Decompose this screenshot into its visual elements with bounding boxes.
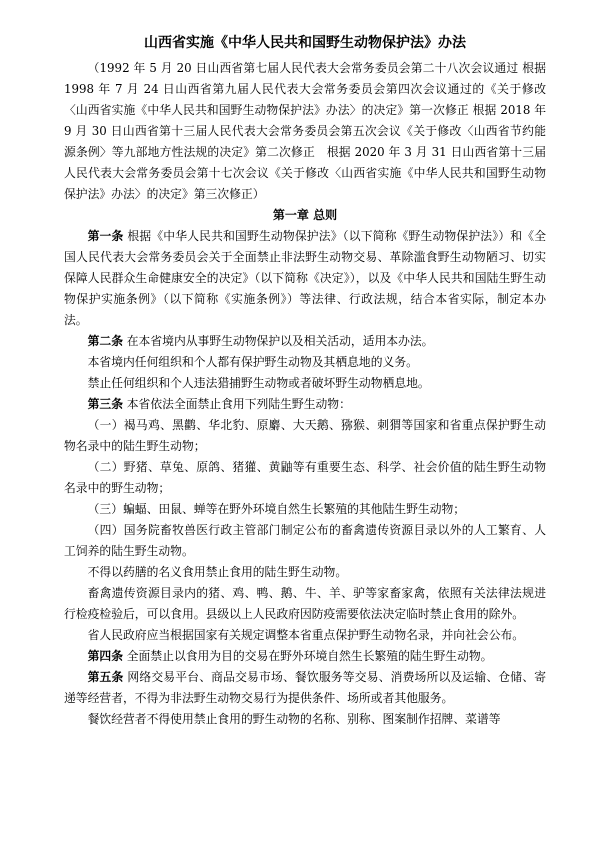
document-title: 山西省实施《中华人民共和国野生动物保护法》办法: [144, 35, 466, 51]
article-3-text: 本省依法全面禁止食用下列陆生野生动物：: [123, 397, 351, 411]
article-3-item-3: （三）蝙蝠、田鼠、蝉等在野外环境自然生长繁殖的其他陆生野生动物；: [87, 502, 466, 516]
amendment-history: （1992 年 5 月 20 日山西省第七届人民代表大会常务委员会第二十八次会议通过 根据 1998 年 7 月 24 日山西省第九届人民代表大会常务委员会第四次会议通过的《关于修改〈山西省实施《中华人民共和国野生动物保护法》办法〉的决定》第一次修正 根据 2018 年 9 月 30 日山西省第十三届人民代表大会常务委员会第五次会议《关于修改〈山西省节约能源条例〉等九部地方性法规的决定》第二次修正 根据 2020 年 3 月 31 日山西省第十三届人民代表大会常务委员会第十七次会议《关于修改〈山西省实施《中华人民共和国野生动物保护法》办法〉的决定》第三次修正）: [64, 61, 546, 201]
article-3-label: 第三条: [87, 397, 123, 411]
article-5-text: 网络交易平台、商品交易市场、餐饮服务等交易、消费场所以及运输、仓储、寄递等经营者，不得为非法野生动物交易行为提供条件、场所或者其他服务。: [64, 670, 546, 705]
article-2: [64, 331, 546, 352]
article-3-paragraph-4: 省人民政府应当根据国家有关规定调整本省重点保护野生动物名录，并向社会公布。: [87, 628, 525, 642]
article-1-text: 根据《中华人民共和国野生动物保护法》（以下简称《野生动物保护法》）和《全国人民代表大会常务委员会关于全面禁止非法野生动物交易、革除滥食野生动物陋习、切实保障人民群众生命健康安全的决定》（以下简称《决定》），以及《中华人民共和国陆生野生动物保护实施条例》（以下简称《实施条例》）等法律、行政法规，结合本省实际，制定本办法。: [64, 229, 546, 327]
article-2-text: 在本省境内从事野生动物保护以及相关活动，适用本办法。: [123, 334, 434, 348]
article-4-label: 第四条: [87, 649, 123, 663]
article-5-label: 第五条: [87, 670, 124, 684]
article-3-item-4: （四）国务院畜牧兽医行政主管部门制定公布的畜禽遗传资源目录以外的人工繁育、人工饲养的陆生野生动物。: [64, 523, 546, 558]
article-2-paragraph-3: 禁止任何组织和个人违法猎捕野生动物或者破坏野生动物栖息地。: [87, 376, 430, 390]
chapter-heading: 第一章 总则: [272, 208, 338, 222]
article-1-label: 第一条: [87, 229, 124, 243]
article-4: [64, 646, 546, 667]
article-3-paragraph-2: 不得以药膳的名义食用禁止食用的陆生野生动物。: [87, 565, 348, 579]
article-5-paragraph-2: 餐饮经营者不得使用禁止食用的野生动物的名称、别称、图案制作招牌、菜谱等: [87, 712, 501, 726]
article-5: [64, 667, 546, 709]
article-3: [64, 394, 546, 415]
article-3-paragraph-3: 畜禽遗传资源目录内的猪、鸡、鸭、鹅、牛、羊、驴等家畜家禽，依照有关法律法规进行检疫检验后，可以食用。县级以上人民政府因防疫需要依法决定临时禁止食用的除外。: [64, 586, 546, 621]
article-4-text: 全面禁止以食用为目的交易在野外环境自然生长繁殖的陆生野生动物。: [123, 649, 493, 663]
article-2-label: 第二条: [87, 334, 123, 348]
article-3-item-2: （二）野猪、草兔、原鸽、猪獾、黄鼬等有重要生态、科学、社会价值的陆生野生动物名录中的野生动物；: [64, 460, 546, 495]
article-2-paragraph-2: 本省境内任何组织和个人都有保护野生动物及其栖息地的义务。: [87, 355, 418, 369]
article-1: [64, 226, 546, 331]
article-3-item-1: （一）褐马鸡、黑鹳、华北豹、原麝、大天鹅、猕猴、刺猬等国家和省重点保护野生动物名录中的陆生野生动物；: [64, 418, 546, 453]
